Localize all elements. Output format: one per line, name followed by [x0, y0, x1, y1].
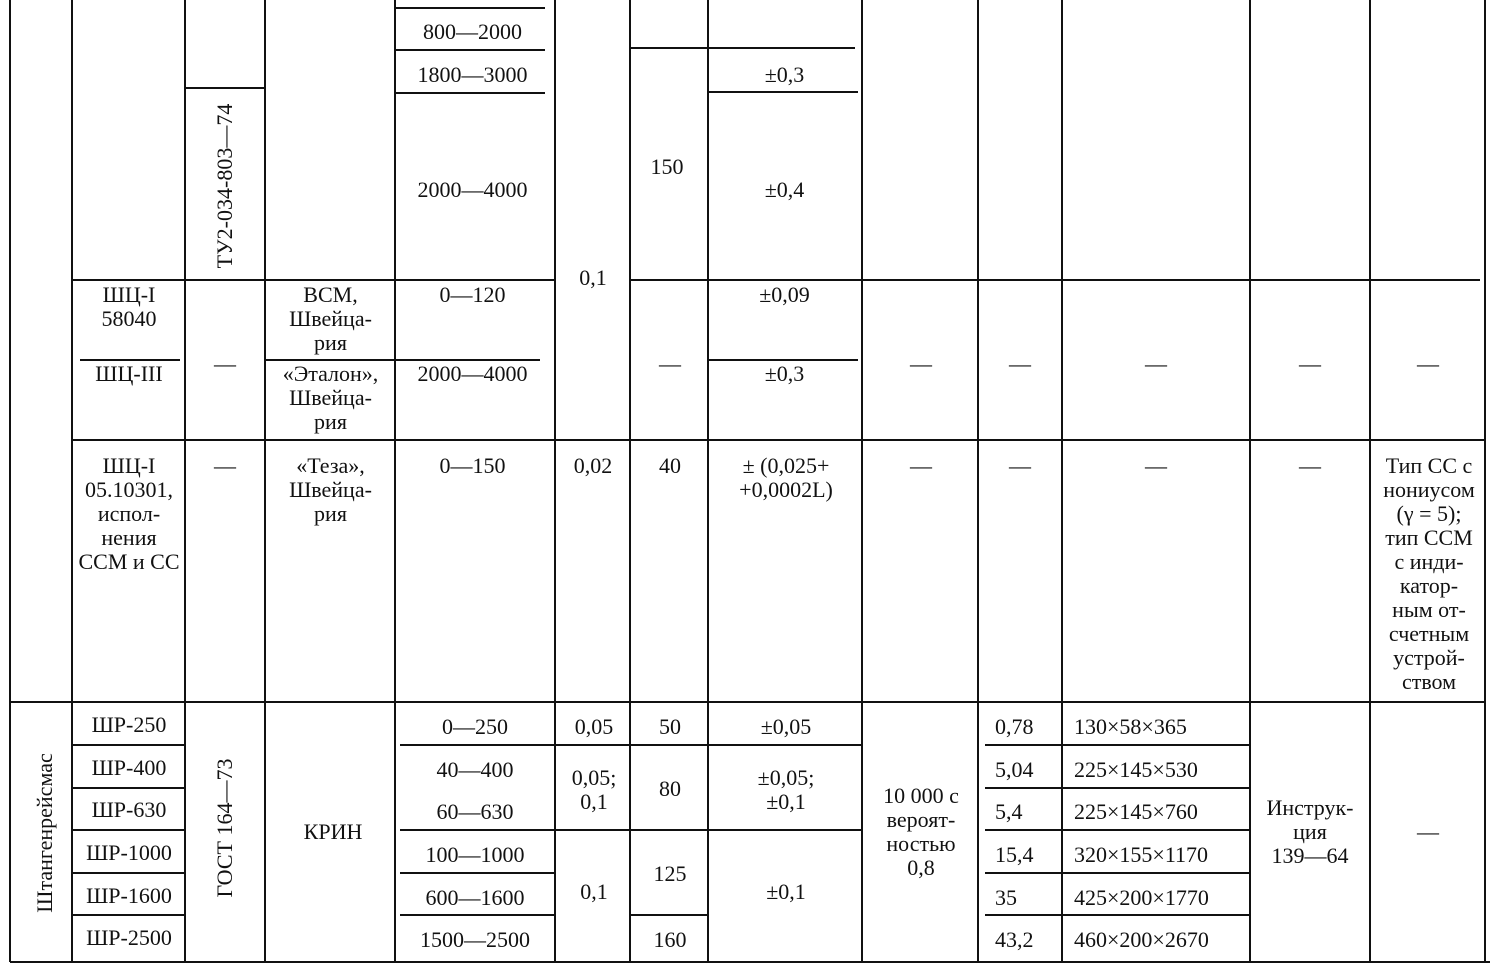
- shr-mass: 5,4: [995, 799, 1023, 824]
- range-1800-3000: 1800—3000: [417, 62, 528, 87]
- shr-range: 600—1600: [425, 885, 525, 910]
- note-dash-shc3: —: [1417, 351, 1439, 376]
- tolerance-formula: ± (0,025+ +0,0002L): [739, 453, 833, 502]
- shr-tolerance-005-01: ±0,05; ±0,1: [757, 765, 815, 814]
- tu-spec-vertical: ТУ2-034-803—74: [212, 103, 237, 269]
- range-2000-4000-shc3: 2000—4000: [417, 361, 528, 386]
- shr-division-01: 0,1: [580, 879, 608, 904]
- shr-mass: 35: [995, 885, 1017, 910]
- shr-dims: 425×200×1770: [1074, 885, 1209, 910]
- model-shc1-58040: ШЦ-I 58040: [101, 282, 157, 331]
- shr-model: ШР-250: [91, 712, 167, 737]
- doc-dash-shc1-05: —: [1299, 453, 1321, 478]
- range-0-150: 0—150: [439, 453, 506, 478]
- reliability-dash-shc1-05: —: [910, 453, 932, 478]
- shr-model: ШР-1600: [86, 883, 172, 908]
- shr-range: 100—1000: [425, 842, 525, 867]
- shr-jaw-80: 80: [659, 776, 681, 801]
- group-label-shtangenreismas: Штангенрейсмас: [32, 753, 57, 913]
- division-01: 0,1: [579, 265, 607, 290]
- shr-model: ШР-400: [91, 755, 167, 780]
- shr-range: 40—400: [436, 757, 514, 782]
- maker-vsm: ВСМ, Швейца- рия: [289, 282, 372, 355]
- shr-tolerance-01: ±0,1: [766, 879, 806, 904]
- shr-jaw-160: 160: [653, 927, 687, 952]
- standard-gost-164-73: ГОСТ 164—73: [212, 758, 237, 898]
- shr-jaw-50: 50: [659, 714, 681, 739]
- shr-dims: 225×145×530: [1074, 757, 1198, 782]
- shr-doc-instruction: Инструк- ция 139—64: [1266, 795, 1354, 868]
- tolerance-04: ±0,4: [764, 177, 805, 202]
- tolerance-009: ±0,09: [759, 282, 810, 307]
- doc-dash-shc3: —: [1299, 351, 1321, 376]
- division-002: 0,02: [573, 453, 613, 478]
- jaw-length-150: 150: [650, 154, 684, 179]
- std-dash-shc3: —: [214, 351, 236, 376]
- dims-dash-shc3: —: [1145, 351, 1167, 376]
- range-2000-4000: 2000—4000: [417, 177, 528, 202]
- tolerance-03-shc3: ±0,3: [764, 361, 805, 386]
- shr-range: 60—630: [436, 799, 514, 824]
- shr-dims: 320×155×1170: [1074, 842, 1208, 867]
- tolerance-03-upper: ±0,3: [764, 62, 805, 87]
- maker-teza: «Теза», Швейца- рия: [289, 453, 372, 526]
- range-0-120: 0—120: [439, 282, 506, 307]
- shr-reliability: 10 000 с вероят- ностью 0,8: [883, 783, 959, 880]
- model-shc1-05: ШЦ-I 05.10301, испол- нения ССМ и СС: [78, 453, 180, 574]
- shr-dims: 225×145×760: [1074, 799, 1198, 824]
- model-shc3: ШЦ-III: [95, 361, 163, 386]
- shr-jaw-125: 125: [653, 861, 687, 886]
- shr-mass: 43,2: [995, 927, 1034, 952]
- reliability-dash-shc3: —: [910, 351, 932, 376]
- jaw-dash-shc3: —: [659, 351, 681, 376]
- std-dash-shc1-05: —: [214, 453, 236, 478]
- mass-dash-shc1-05: —: [1009, 453, 1031, 478]
- shr-model: ШР-1000: [86, 840, 172, 865]
- shr-mass: 5,04: [995, 757, 1034, 782]
- shr-range: 1500—2500: [420, 927, 530, 952]
- shr-division-005-01: 0,05; 0,1: [571, 765, 617, 814]
- shr-mass: 0,78: [995, 714, 1034, 739]
- range-800-2000: 800—2000: [423, 19, 522, 44]
- note-type-cc-ccm: Тип СС с нониусом (γ = 5); тип ССМ с инди- катор- ным от- счетным устрой- ством: [1383, 453, 1475, 694]
- shr-model: ШР-630: [91, 797, 167, 822]
- shr-dims: 130×58×365: [1074, 714, 1187, 739]
- shr-range: 0—250: [442, 714, 508, 739]
- shr-model: ШР-2500: [86, 925, 172, 950]
- shr-note-dash: —: [1417, 819, 1439, 844]
- shr-dims: 460×200×2670: [1074, 927, 1209, 952]
- shr-division-005: 0,05: [574, 714, 614, 739]
- maker-etalon: «Эталон», Швейца- рия: [282, 361, 379, 434]
- maker-krin: КРИН: [303, 819, 363, 844]
- jaw-40: 40: [659, 453, 681, 478]
- shr-tolerance-005: ±0,05: [760, 714, 812, 739]
- shr-mass: 15,4: [995, 842, 1034, 867]
- dims-dash-shc1-05: —: [1145, 453, 1167, 478]
- mass-dash-shc3: —: [1009, 351, 1031, 376]
